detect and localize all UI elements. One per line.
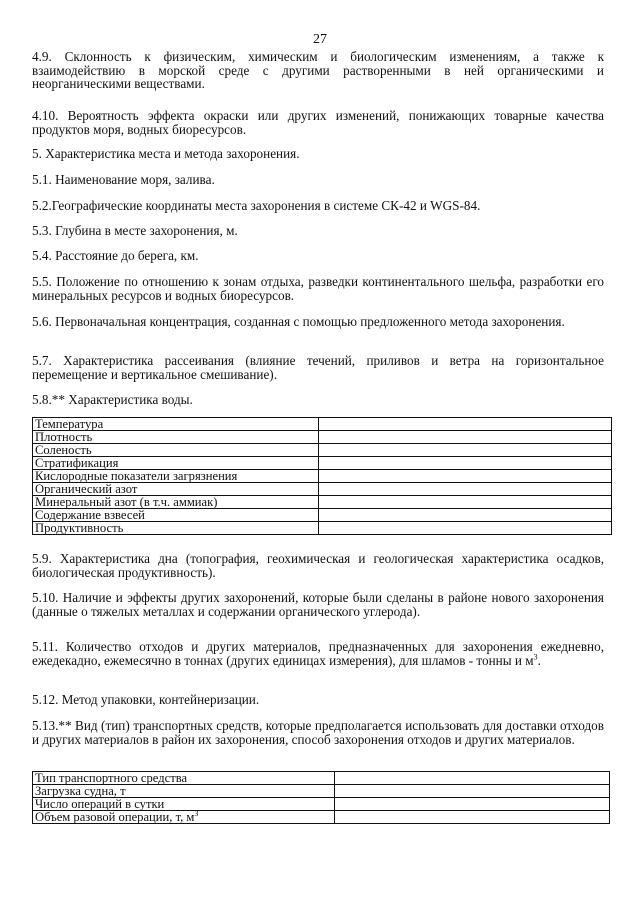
transport-table-row-value [334,811,609,824]
water-table-row [33,457,612,470]
page-number: 27 [313,32,327,47]
water-table-row-value [318,457,611,470]
water-table-row [33,444,612,457]
paragraph-5-6: 5.6. Первоначальная концентрация, созданная с помощью предложенного метода захоронения. [32,314,565,329]
water-table-row-label [33,457,319,470]
water-table-row-label [33,418,319,431]
paragraph-5-11-end: . [537,652,541,668]
water-table-row-value [318,431,611,444]
water-table-row [33,509,612,522]
water-table-row [33,431,612,444]
water-table-row-label [33,470,319,483]
transport-table-row-label [33,772,335,785]
water-table-row-label [33,509,319,522]
paragraph-5-13: 5.13.** Вид (тип) транспортных средств, которые предполагается использовать для доставки отходов и других материалов в район их захоронения, способ захоронения отходов и других материалов. [32,718,604,747]
water-table-row [33,470,612,483]
paragraph-5-8: 5.8.** Характеристика воды. [32,392,193,407]
water-table-row-label-text: Соленость [35,443,92,457]
paragraph-5-2: 5.2.Географические координаты места захоронения в системе СК-42 и WGS-84. [32,198,481,213]
water-table-row-label-text: Стратификация [35,456,119,470]
water-table-row [33,496,612,509]
paragraph-5-1: 5.1. Наименование моря, залива. [32,172,215,187]
transport-table-row-label-text: Тип транспортного средства [35,771,188,785]
transport-table-row-label-text: Число операций в сутки [35,797,165,811]
transport-table-row-label [33,785,335,798]
transport-table-row [33,811,610,824]
water-table-row-value [318,418,611,431]
superscript-cubic: 3 [533,652,538,662]
transport-table-row-label [33,798,335,811]
section-5-heading: 5. Характеристика места и метода захоронения. [32,146,300,161]
water-table-row-value [318,522,611,535]
paragraph-5-3: 5.3. Глубина в месте захоронения, м. [32,223,238,238]
transport-table-row-label [33,808,335,824]
transport-table-row-value [334,798,609,811]
paragraph-4-10: 4.10. Вероятность эффекта окраски или других изменений, понижающих товарные качества продуктов моря, водных биоресурсов. [32,108,604,137]
water-table-row-label-text: Минеральный азот (в т.ч. аммиак) [35,495,218,509]
transport-table-row-value [334,785,609,798]
transport-table-row [33,798,610,811]
water-table-row-value [318,470,611,483]
water-table-row-label [33,444,319,457]
paragraph-5-4: 5.4. Расстояние до берега, км. [32,248,199,263]
water-table-row-label-text: Температура [35,417,104,431]
water-table-row-label [33,522,319,535]
transport-table-row [33,772,610,785]
water-table-row-value [318,496,611,509]
paragraph-5-11-text: 5.11. Количество отходов и других материалов, предназначенных для захоронения ежедневно, ежедекадно, ежемесячно в тоннах (других единицах измерения), для шламов - тонны и м [32,639,604,668]
water-table-row-value [318,509,611,522]
paragraph-5-12: 5.12. Метод упаковки, контейнеризации. [32,692,260,707]
water-table-row-label-text: Плотность [35,430,93,444]
transport-table-row-value [334,772,609,785]
transport-table-row-label-text: Объем разовой операции, т, м [35,810,195,824]
paragraph-5-10: 5.10. Наличие и эффекты других захоронений, которые были сделаны в районе нового захоронения (данные о тяжелых металлах и содержании органического углерода). [32,590,604,619]
paragraph-5-9: 5.9. Характеристика дна (топография, геохимическая и геологическая характеристика осадков, биологическая продуктивность). [32,551,604,580]
water-table-row-label-text: Органический азот [35,482,138,496]
paragraph-5-11 [32,640,604,667]
paragraph-5-7: 5.7. Характеристика рассеивания (влияние течений, приливов и ветра на горизонтальное перемещение и вертикальное смешивание). [32,353,604,382]
water-table-row [33,418,612,431]
water-characteristics-table [32,417,612,535]
water-table-row [33,483,612,496]
water-table-row [33,522,612,535]
transport-table-row-label-text: Загрузка судна, т [35,784,126,798]
water-table-row-label [33,431,319,444]
water-table-row-label [33,483,319,496]
water-table-row-label-text: Продуктивность [35,521,124,535]
transport-table-row [33,785,610,798]
water-table-row-label-text: Кислородные показатели загрязнения [35,469,238,483]
transport-table [32,771,610,824]
water-table-row-label [33,496,319,509]
paragraph-5-5: 5.5. Положение по отношению к зонам отдыха, разведки континентального шельфа, разработки его минеральных ресурсов и водных биоресурсов. [32,274,604,303]
superscript-cubic: 3 [194,808,199,818]
water-table-row-label-text: Содержание взвесей [35,508,145,522]
water-table-row-value [318,483,611,496]
paragraph-4-9: 4.9. Склонность к физическим, химическим и биологическим изменениям, а также к взаимодействию в морской среде с другими растворенными в ней органическими и неорганическими веществами. [32,49,604,91]
water-table-row-value [318,444,611,457]
